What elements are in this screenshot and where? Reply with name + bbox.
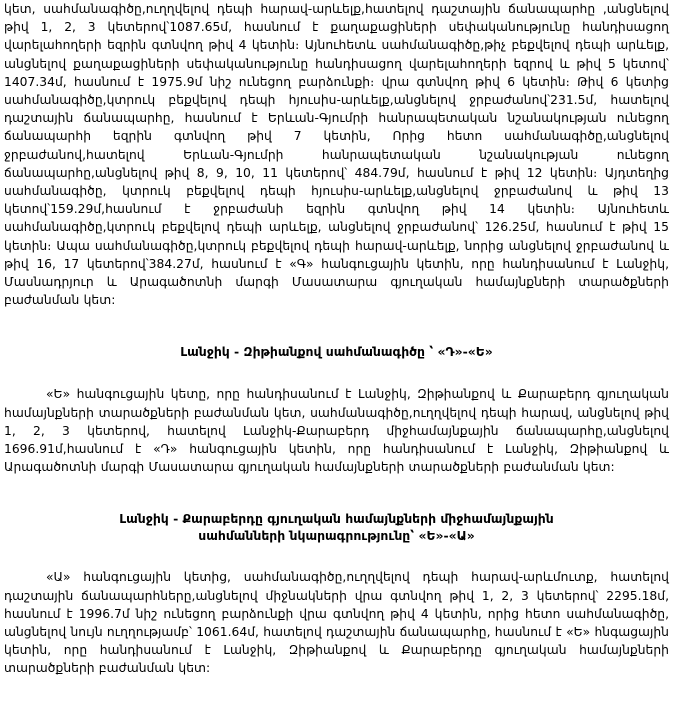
paragraph-boundary-description-2: «Ե» հանգուցային կետը, որը հանդիսանում է Լանջիկ, Զիթիանքով և Քարաբերդ գյուղական համայնքների տարածքների բաժանման կետ, սահմանագիծը,ուղղվելով դեպի հարավ, անցնելով թիվ 1, 2, 3 կետերով, հատելով Լանջիկ-Քարաբերդ միջհամայնքային ճանապարհը,անցնելով 1696.91մ,հասնում է «Դ» հանգուցային կետին, որը հանդիսանում է Լանջիկ, Զիթիանքով և Արագածոտնի մարգի Մասատարա գյուղական համայնքների տարածքների բաժանման կետ: [4, 387, 669, 475]
section-spacer [4, 476, 669, 510]
section-spacer [4, 361, 669, 385]
section-spacer [4, 544, 669, 568]
heading-lanjik-zhitiankov: Լանջիկ - Զիթիանքով սահմանագիծը ՝ «Դ»-«Ե» [180, 344, 493, 360]
paragraph-boundary-description-3: «Ա» հանգուցային կետից, սահմանագիծը,ուղղվելով դեպի հարավ-արևմուտք, հատելով դաշտային ճանապարհները,անցնելով միջնակների վրա գտնվող թիվ 1, 2, 3 կետերով՝ 2295.18մ, հասնում է 1996.7մ նիշ ունեցող բարձունքի վրա գտնվող թիվ 4 կետին, որից հետո սահմանագիծը, անցնելով նույն ուղղությամբ՝ 1061.64մ, հատելով դաշտային ճանապարհը, հասնում է «Ե» հնգացային կետին, որը հանդիսանում է Լանջիկ, Զիթիանքով և Քարաբերդը գյուղական համայնքների տարածքների բաժանման կետ: [4, 570, 669, 676]
paragraph-boundary-description-1: կետ, սահմանագիծը,ուղղվելով դեպի հարավ-արևելք,հատելով դաշտային ճանապարհը ,անցնելով թիվ 1, 2, 3 կետերով՝1087.65մ, հասնում է քաղաքացիների սեփականությունը հանդիսացող վարելահողերի եզրին գտնվող թիվ 4 կետին։ Այնուհետև սահմանագիծը,թիչ բեքվելով դեպի արևելք, անցնելով քաղաքացիների սեփականությունը հանդիսացող վարելահողերի եզրով և թիվ 5 կետով՝ 1407.34մ, հասնում է 1975.9մ նիշ ունեցող բարձունքի։ վրա գտնվող թիվ 6 կետին։ Թիվ 6 կետից սահմանագիծը,կտրուկ բեքվելով դեպի հյուսիս-արևելք,անցնելով ջրբաժանով՝231.5մ, հատելով դաշտային ճանապարհը, հասնում է Երևան-Գյումրի հանրապետական նշանակության ունեցող ճանապարհի եզրին գտնվող թիվ 7 կետին, Որից հետո սահմանագիծը,անցնելով ջրբաժանով,հատելով Երևան-Գյումրի հանրապետական նշանակության ունեցող ճանապարհը,անցնելով թիվ 8, 9, 10, 11 կետերով՝ 484.79մ, հասնում է թիվ 12 կետին։ Այդտեղից սահմանագիծը, կտրուկ բեքվելով դեպի հյուսիս-արևելք,անցնելով ջրբաժանով և թիվ 13 կետով՝159.29մ,հասնում է ջրբաժանի եզրին գտնվող թիվ 14 կետին։ Այնուհետև սահմանագիծը,կտրուկ բեքվելով դեպի արևելք, անցնելով ջրբաժանով՝ 126.25մ, հասնում է թիվ 15 կետին։ Ապա սահմանագիծը,կտրուկ բեքվելով դեպի հարավ-արևելք, նորից անցնելով ջրբաժանով և թիվ 16, 17 կետերով՝384.27մ, հասնում է «Գ» հանգուցային կետին, որը հանդիսանում է Լանջիկ, Մասնադրյուր և Արագածոտնի մարգի Մասատարա գյուղական համայնքների տարածքների բաժանման կետ: [4, 2, 669, 308]
heading-lanjik-karaberd-line1: Լանջիկ - Քարաբերդը գյուղական համայնքների միջհամայնքային [119, 511, 554, 527]
section-spacer [4, 309, 669, 343]
heading-lanjik-karaberd-line2: սահմանների նկարագրությունը՝ «Ե»-«Ա» [198, 528, 475, 544]
